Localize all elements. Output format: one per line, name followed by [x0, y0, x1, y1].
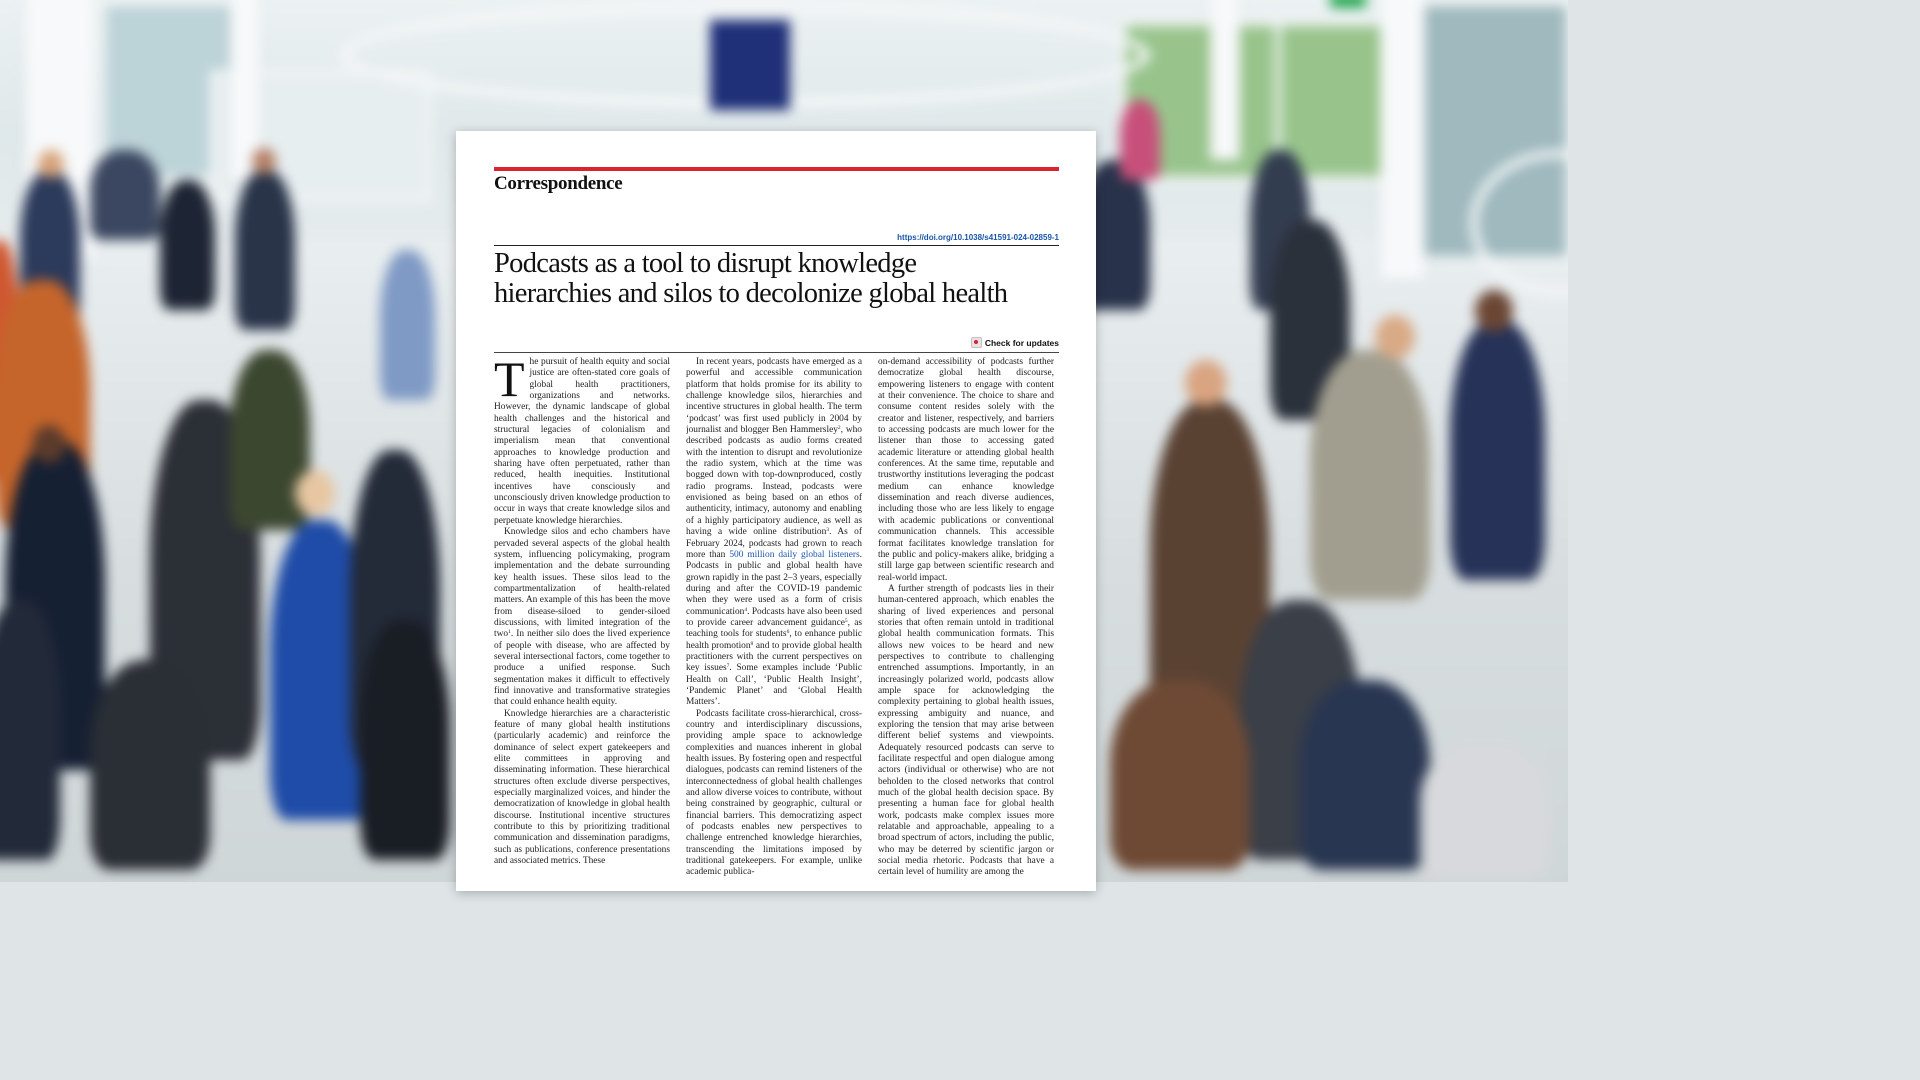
drop-cap: T [494, 357, 525, 407]
header-accent-rule [494, 167, 1059, 171]
body-column-1 [494, 357, 670, 891]
body-column-2 [686, 357, 862, 891]
paragraph-5: Podcasts facilitate cross-hierarchical, cross-country and interdisciplinary discussions, providing ample space to acknowledge complexities and nuances inherent in global health issues. By fostering open and respectful dialogues, podcasts can remind listeners of the interconnectedness of global health challenges and allow diverse voices to contribute, without being constrained by geographic, cultural or financial barriers. This democratizing aspect of podcasts enables new perspectives to challenge entrenched knowledge hierarchies, transcending the limitations imposed by traditional gatekeepers. For example, unlike academic publica- [686, 708, 862, 878]
body-top-rule [494, 352, 1059, 353]
reference-marker[interactable]: 8 [750, 640, 754, 647]
title-line-2: hierarchies and silos to decolonize global health [494, 278, 1008, 309]
reference-marker[interactable]: 1 [508, 629, 511, 636]
section-label: Correspondence [494, 173, 623, 194]
paragraph-1: The pursuit of health equity and social justice are often-stated core goals of global health practitioners, organizations and networks. However, the dynamic landscape of global health challenges and the historical and structural legacies of colonialism and imperialism mean that conventional approaches to knowledge production and sharing have often perpetuated, rather than reduced, health inequities. Institutional incentives have consciously and unconsciously driven knowledge production to occur in ways that create knowledge silos and perpetuate knowledge hierarchies. [494, 357, 670, 526]
listeners-link[interactable]: 500 million daily global listeners [729, 549, 860, 560]
reference-marker[interactable]: 5 [844, 617, 848, 624]
paragraph-6: on-demand accessibility of podcasts further democratize global health discourse, empowering listeners to engage with content at their convenience. The choice to share and consume content resides solely with the creator and listener, respectively, and barriers to accessing podcasts are much lower for the listener than those to accessing gated academic literature or attending global health conferences. At the same time, reputable and trustworthy institutions leveraging the podcast medium can enhance knowledge dissemination and reach diverse audiences, including those who are less likely to engage with academic publications or conventional communication channels. This accessible format facilitates knowledge translation for the public and policy-makers alike, bridging a still large gap between scientific research and real-world impact. [878, 357, 1054, 583]
doi-link[interactable]: https://doi.org/10.1038/s41591-024-02859-1 [897, 233, 1059, 242]
title-rule [494, 245, 1059, 246]
paragraph-7: A further strength of podcasts lies in their human-centered approach, which enables the sharing of lived experiences and personal stories that often remain untold in traditional global health communication formats. This allows new voices to be heard and new perspectives to contribute to challenging entrenched assumptions. Importantly, in an increasingly polarized world, podcasts allow ample space for acknowledging the complexity pertaining to global health issues, expressing ambiguity and nuance, and exploring the tension that may arise between different belief systems and viewpoints. Adequately resourced podcasts can serve to facilitate respectful and open dialogue among actors (individual or otherwise) who are not beholden to the closed networks that control much of the global health decision space. By presenting a human face for global health work, podcasts make complex issues more relatable and approachable, appealing to a broad spectrum of actors, including the public, who may be deterred by scientific jargon or social media rhetoric. Podcasts that have a certain level of humility are among the [878, 583, 1054, 878]
reference-marker[interactable]: 2 [837, 425, 841, 432]
journal-page [456, 131, 1096, 891]
check-for-updates-label: Check for updates [984, 337, 1059, 348]
article-title [494, 249, 1059, 309]
check-for-updates-button[interactable] [971, 337, 1059, 348]
title-line-1: Podcasts as a tool to disrupt knowledge [494, 248, 917, 279]
paragraph-3: Knowledge hierarchies are a characteristic feature of many global health institutions (particularly academic) and reinforce the dominance of select expert gatekeepers and elite committees in approving and disseminating information. These hierarchical structures often exclude diverse perspectives, especially marginalized voices, and hinder the democratization of knowledge in global health discourse. Institutional incentive structures contribute to this by prioritizing traditional communication and dissemination paradigms, such as publications, conference presentations and associated metrics. These [494, 708, 670, 867]
reference-marker[interactable]: 7 [726, 663, 730, 670]
paragraph-2: Knowledge silos and echo chambers have pervaded several aspects of the global health system, influencing policymaking, program implementation and the debate surrounding key health issues. These silos lead to the compartmentalization of health-related matters. An example of this has been the move from disease-siloed to gender-siloed discussions, with limited integration of the two$^1$. In neither silo does the lived experience of people with disease, who are affected by several intersectional factors, come together to produce a unified response. Such segmentation makes it difficult to effectively find innovative and transformative strategies that could enhance health equity. [494, 527, 670, 708]
crossmark-icon [971, 337, 982, 348]
body-column-3 [878, 357, 1054, 891]
reference-marker[interactable]: 3 [826, 527, 830, 534]
reference-marker[interactable]: 6 [786, 629, 790, 636]
paragraph-4: In recent years, podcasts have emerged as a powerful and accessible communication platform that holds promise for its ability to challenge knowledge silos, hierarchies and incentive structures in global health. The term ‘podcast’ was first used publicly in 2004 by journalist and blogger Ben Hammersley$^2$, who described podcasts as audio forms created with the intention to disrupt and revolutionize the radio system, which at the time was bogged down with top-downproduced, costly radio programs. Instead, podcasts were envisioned as being based on an ethos of authenticity, intimacy, autonomy and enabling of a highly participatory audience, as well as having a wide online distribution$^3$. As of February 2024, podcasts had grown to reach more than 500 million daily global listeners. Podcasts in public and global health have grown rapidly in the past 2–3 years, especially during and after the COVID-19 pandemic when they were used as a form of crisis communication$^4$. Podcasts have also been used to provide career advancement guidance$^5$, as teaching tools for students$^6$, to enhance public health promotion$^8$ and to provide global health practitioners with the current perspectives on key issues$^7$. Some examples include ‘Public Health on Call’, ‘Public Health Insight’, ‘Pandemic Planet’ and ‘Global Health Matters’. [686, 357, 862, 708]
reference-marker[interactable]: 4 [744, 606, 748, 613]
